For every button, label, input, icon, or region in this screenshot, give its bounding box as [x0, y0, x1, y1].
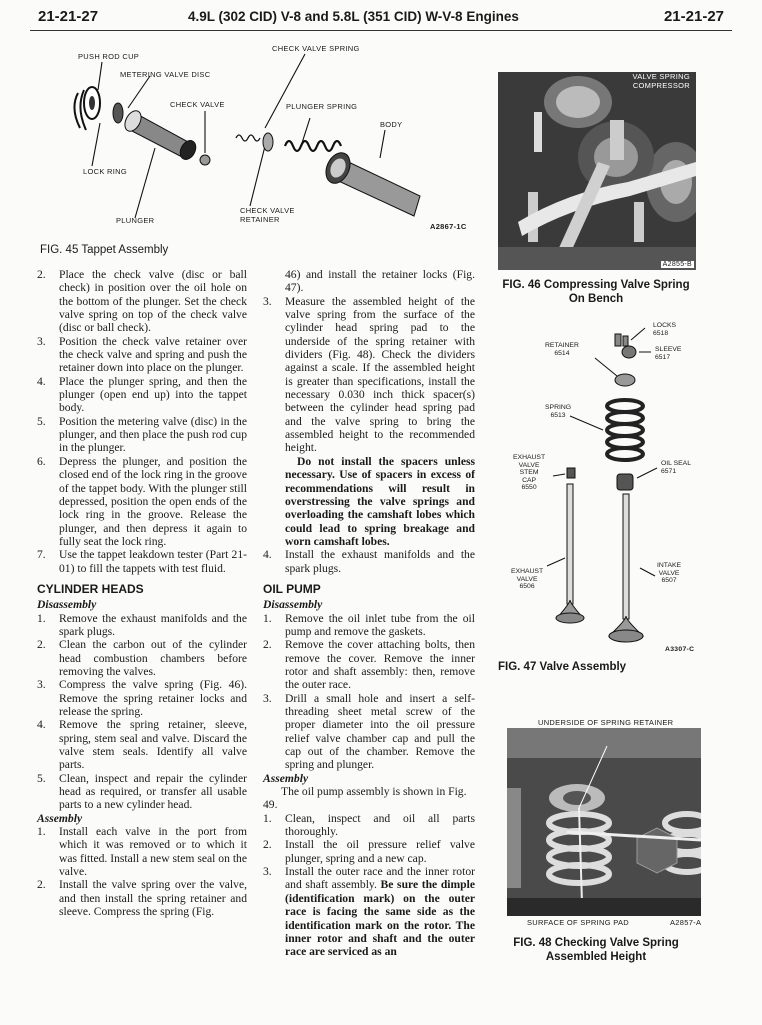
- fig47-caption: FIG. 47 Valve Assembly: [498, 661, 627, 673]
- check-valve-spring-shape: [236, 135, 260, 141]
- label-spring: SPRING 6513: [545, 404, 572, 419]
- retainer-shape: [263, 133, 273, 151]
- subheading-disassembly: Disassembly: [37, 598, 97, 612]
- label-check-valve-retainer-1: CHECK VALVE: [240, 206, 295, 215]
- list-number: 2.: [37, 638, 46, 652]
- list-item: [263, 692, 475, 772]
- list-number: 5.: [37, 414, 46, 428]
- text-column-2: [263, 268, 475, 959]
- label-check-valve: CHECK VALVE: [170, 100, 225, 109]
- list-number: 5.: [37, 771, 46, 785]
- fig45-code: A2867-1C: [430, 222, 467, 231]
- list-item: [263, 838, 475, 865]
- fig47-code: A3307-C: [665, 646, 695, 653]
- list-text: Install each valve in the port from which it was removed or to which it was fitted. Install a new stem seal on the valve.: [59, 825, 247, 879]
- list-number: 1.: [37, 825, 46, 839]
- list-item: [37, 415, 247, 455]
- check-valve-shape: [200, 155, 210, 165]
- metering-disc-shape: [113, 103, 123, 123]
- label-body: BODY: [380, 120, 403, 129]
- list-text: Depress the plunger, and position the closed end of the lock ring in the groove of the tappet body. With the plunger still depressed, position the open ends of the lock ring in the groove. Release the plunger, and then depress it again to fully seat the lock ring.: [59, 454, 247, 548]
- list-text: Drill a small hole and insert a self-threading sheet metal screw of the proper diameter into the oil pressure relief valve chamber cap and pull the cap out of the chamber. Remove the spring and plunger.: [285, 691, 475, 772]
- fig48-code: A2857-A: [670, 918, 702, 927]
- label-plunger: PLUNGER: [116, 216, 155, 225]
- list-text: Install the oil pressure relief valve plunger, spring and a new cap.: [285, 838, 475, 865]
- list-text: Install the valve spring over the valve, and then install the spring retainer and sleeve. Compress the spring (Fig.: [59, 878, 247, 919]
- label-locks: LOCKS 6518: [653, 322, 677, 337]
- label-retainer: RETAINER 6514: [545, 342, 579, 357]
- fig45-caption: FIG. 45 Tappet Assembly: [40, 244, 169, 256]
- fig45-tappet-diagram: [40, 38, 480, 243]
- tappet-body-shape: [321, 149, 420, 216]
- list-text: Clean, inspect and oil all parts thoroughly.: [285, 811, 475, 839]
- list-item: [37, 548, 247, 575]
- list-number: 6.: [37, 454, 46, 468]
- list-item: [263, 812, 475, 839]
- list-number: 2.: [263, 838, 272, 852]
- list-item: [37, 268, 247, 335]
- fig46-tool-label: VALVE SPRING COMPRESSOR: [632, 72, 690, 90]
- list-number: 4.: [37, 718, 46, 732]
- label-metering-valve-disc: METERING VALVE DISC: [120, 70, 211, 79]
- list-item: [37, 375, 247, 415]
- list-item: [263, 638, 475, 691]
- label-oil-seal: OIL SEAL 6571: [661, 460, 691, 475]
- spring-height-check-photo: [507, 728, 701, 916]
- list-number: 4.: [37, 374, 46, 388]
- list-text: Compress the valve spring (Fig. 46). Remove the spring retainer locks and release the spring.: [59, 678, 247, 718]
- fig48-top-label: UNDERSIDE OF SPRING RETAINER: [538, 718, 674, 727]
- list-number: 3.: [263, 691, 272, 705]
- subheading-assembly: Assembly: [37, 811, 83, 825]
- list-text: Use the tappet leakdown tester (Part 21-01) to fill the tappets with test fluid.: [59, 548, 247, 575]
- list-item: [263, 612, 475, 639]
- plunger-spring-shape: [285, 141, 341, 151]
- list-item: [37, 638, 247, 678]
- fig46-photo: [498, 72, 696, 270]
- list-text: Position the metering valve (disc) in the plunger, and then place the push rod cup in the plunger.: [59, 414, 247, 455]
- assembly-intro: The oil pump assembly is shown in Fig. 49.: [263, 785, 467, 812]
- label-sleeve: SLEEVE 6517: [655, 346, 682, 361]
- list-text: Remove the spring retainer, sleeve, spring, stem seal and valve. Discard the valve stem seals. Identify all valve parts.: [59, 718, 247, 772]
- list-text: Clean the carbon out of the cylinder head combustion chambers before removing the valves.: [59, 638, 247, 678]
- list-number: 2.: [37, 878, 46, 892]
- label-exhaust-valve-stem-cap: EXHAUST VALVE STEM CAP 6550: [513, 454, 546, 491]
- list-text: Remove the oil inlet tube from the oil pump and remove the gaskets.: [285, 611, 475, 638]
- valve-spring-compressor-photo: [498, 72, 696, 270]
- fig48-bottom-label: SURFACE OF SPRING PAD: [527, 918, 630, 927]
- list-item: [37, 678, 247, 718]
- list-number: 3.: [37, 678, 46, 692]
- warning-text: Do not install the spacers unless necessary. Use of spacers in excess of recommendations will result in overstressing the valve springs and overloading the camshaft lobes which could lead to spring breakage and worn camshaft lobes.: [285, 454, 475, 548]
- list-item: 4. Install the exhaust manifolds and the spark plugs.: [263, 548, 475, 575]
- label-check-valve-spring: CHECK VALVE SPRING: [272, 44, 360, 53]
- label-check-valve-retainer-2: RETAINER: [240, 215, 280, 224]
- list-number: 2.: [37, 268, 46, 281]
- fig48-photo: [507, 728, 701, 916]
- push-rod-cup-shape: [84, 87, 100, 119]
- list-item: [37, 335, 247, 375]
- page-number-right: 21-21-27: [663, 8, 724, 25]
- label-intake-valve: INTAKE VALVE 6507: [657, 562, 682, 584]
- label-exhaust-valve: EXHAUST VALVE 6506: [511, 568, 544, 590]
- list-text: Remove the exhaust manifolds and the spark plugs.: [59, 611, 247, 638]
- list-number: 7.: [37, 548, 46, 562]
- running-title: 4.9L (302 CID) V-8 and 5.8L (351 CID) W-V-8 Engines: [188, 9, 519, 24]
- list-number: 1.: [263, 611, 272, 625]
- list-item: [37, 718, 247, 771]
- fig46-code: A2855-B: [662, 261, 692, 268]
- label-plunger-spring: PLUNGER SPRING: [286, 102, 358, 111]
- list-item: 3. Install the outer race and the inner rotor and shaft assembly. Be sure the dimple (identification mark) on the outer race is facing the same side as the identification mark on the rotor. The inner rotor and shaft and the outer race are serviced as an: [263, 865, 475, 959]
- label-lock-ring: LOCK RING: [83, 167, 127, 176]
- fig47-valve-assembly: [505, 318, 705, 658]
- fig46-caption: FIG. 46 Compressing Valve Spring On Bench: [502, 279, 690, 305]
- list-text: Position the check valve retainer over the check valve and spring and push the retainer down into place on the plunger.: [59, 334, 247, 375]
- list-text: Place the plunger spring, and then the plunger (open end up) into the tappet body.: [59, 374, 247, 415]
- list-item: [37, 878, 247, 918]
- list-item: [37, 825, 247, 878]
- list-number: 2.: [263, 638, 272, 652]
- list-number: 1.: [263, 811, 272, 825]
- list-number: 3.: [37, 334, 46, 348]
- subheading-disassembly: Disassembly: [263, 598, 323, 612]
- plunger-shape: [122, 108, 199, 162]
- heading-cylinder-heads: CYLINDER HEADS: [37, 581, 144, 596]
- list-item: 3. Measure the assembled height of the valve spring from the surface of the cylinder head spring pad to the underside of the spring retainer with dividers (Fig. 48). Check the dividers against a scale. If the assembled height is greater than specifications, install the necessary 0.030 inch thick spacer(s) between the cylinder head spring pad and the valve spring to bring the assembled height to the recommended height.: [263, 294, 475, 455]
- continued-text: 46) and install the retainer locks (Fig. 47).: [285, 268, 475, 295]
- list-text: Remove the cover attaching bolts, then remove the cover. Remove the inner rotor and shaft assembly: then, remove the outer race.: [285, 638, 475, 692]
- header-rule: [30, 30, 732, 31]
- list-number: 1.: [37, 611, 46, 625]
- label-push-rod-cup: PUSH ROD CUP: [78, 52, 140, 61]
- heading-oil-pump: OIL PUMP: [263, 581, 321, 596]
- list-item: [37, 772, 247, 812]
- page-number-left: 21-21-27: [38, 8, 99, 25]
- list-text: Clean, inspect and repair the cylinder head as required, or transfer all usable parts to a new cylinder head.: [59, 771, 247, 812]
- subheading-assembly: Assembly: [263, 771, 309, 785]
- text-column-1: [37, 268, 247, 919]
- list-item: [37, 455, 247, 548]
- list-item: [37, 612, 247, 639]
- list-text: Place the check valve (disc or ball check) in position over the oil hole on the bottom of the plunger. Set the check valve spring on top of the check valve (disc or ball check).: [59, 268, 247, 335]
- fig48-caption: FIG. 48 Checking Valve Spring Assembled Height: [513, 937, 679, 963]
